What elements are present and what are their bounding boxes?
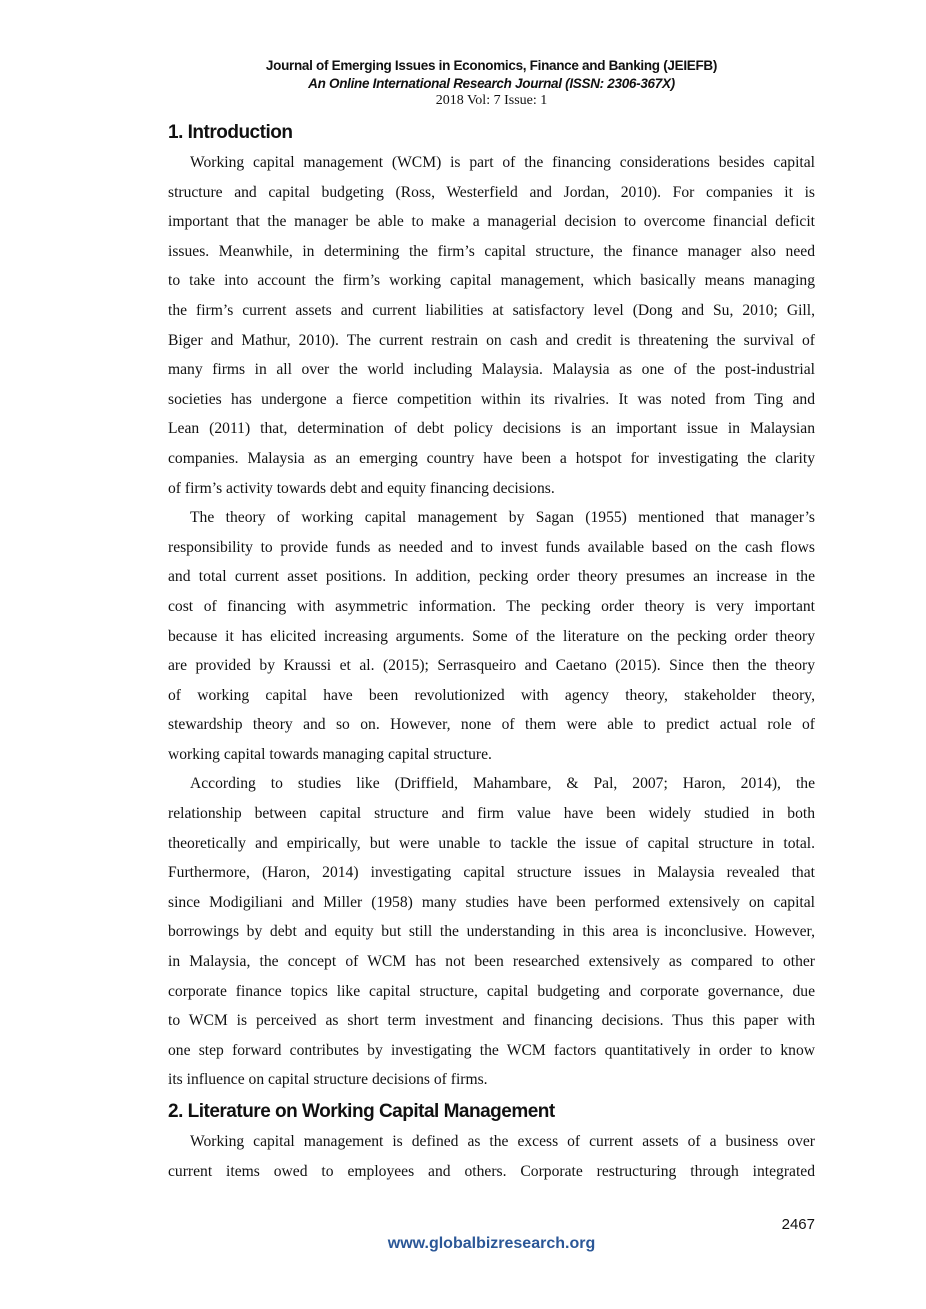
text-line: Biger and Mathur, 2010). The current restrain on cash and credit is threatening the survival of bbox=[168, 331, 815, 349]
text-line: Lean (2011) that, determination of debt policy decisions is an important issue in Malaysian bbox=[168, 420, 815, 438]
page-number: 2467 bbox=[781, 1216, 815, 1233]
section-heading: 2. Literature on Working Capital Management bbox=[168, 1101, 555, 1122]
text-line: important that the manager be able to make a managerial decision to overcome financial deficit bbox=[168, 213, 815, 231]
article-body bbox=[168, 118, 815, 1186]
text-line: companies. Malaysia as an emerging country have been a hotspot for investigating the clarity bbox=[168, 449, 815, 467]
text-line: working capital towards managing capital structure. bbox=[168, 745, 492, 763]
text-line: current items owed to employees and others. Corporate restructuring through integrated bbox=[168, 1162, 815, 1180]
text-line: The theory of working capital management by Sagan (1955) mentioned that manager’s bbox=[190, 509, 815, 527]
text-line: of firm’s activity towards debt and equity financing decisions. bbox=[168, 479, 555, 497]
text-line: responsibility to provide funds as needed and to invest funds available based on the cash flows bbox=[168, 538, 815, 556]
text-line: According to studies like (Driffield, Mahambare, & Pal, 2007; Haron, 2014), the bbox=[190, 775, 815, 793]
journal-title: Journal of Emerging Issues in Economics, Finance and Banking (JEIEFB) bbox=[265, 58, 718, 73]
text-line: because it has elicited increasing arguments. Some of the literature on the pecking order theory bbox=[168, 627, 815, 645]
text-line: issues. Meanwhile, in determining the firm’s capital structure, the finance manager also need bbox=[168, 242, 815, 260]
paragraph bbox=[168, 769, 815, 1095]
text-line: to take into account the firm’s working capital management, which basically means managing bbox=[168, 272, 815, 290]
text-line: cost of financing with asymmetric information. The pecking order theory is very important bbox=[168, 597, 815, 615]
text-line: and total current asset positions. In addition, pecking order theory presumes an increase in the bbox=[168, 568, 815, 586]
text-line: corporate finance topics like capital structure, capital budgeting and corporate governance, due bbox=[168, 982, 815, 1000]
text-line: in Malaysia, the concept of WCM has not been researched extensively as compared to other bbox=[168, 953, 815, 971]
text-line: are provided by Kraussi et al. (2015); Serrasqueiro and Caetano (2015). Since then the theory bbox=[168, 657, 815, 675]
text-line: of working capital have been revolutionized with agency theory, stakeholder theory, bbox=[168, 686, 815, 704]
text-line: to WCM is perceived as short term investment and financing decisions. Thus this paper with bbox=[168, 1012, 815, 1030]
text-line: since Modigiliani and Miller (1958) many studies have been performed extensively on capital bbox=[168, 893, 815, 911]
journal-subtitle: An Online International Research Journal (ISSN: 2306-367X) bbox=[308, 76, 675, 91]
text-line: Furthermore, (Haron, 2014) investigating capital structure issues in Malaysia revealed that bbox=[168, 864, 815, 882]
paragraph bbox=[168, 148, 815, 503]
text-line: many firms in all over the world including Malaysia. Malaysia as one of the post-industrial bbox=[168, 361, 815, 379]
paragraph bbox=[168, 1127, 815, 1186]
section-heading: 1. Introduction bbox=[168, 122, 293, 143]
text-line: Working capital management is defined as the excess of current assets of a business over bbox=[190, 1133, 815, 1150]
text-line: the firm’s current assets and current liabilities at satisfactory level (Dong and Su, 2010; Gill, bbox=[168, 301, 815, 319]
journal-issue: 2018 Vol: 7 Issue: 1 bbox=[435, 93, 548, 108]
text-line: relationship between capital structure and firm value have been widely studied in both bbox=[168, 805, 815, 823]
text-line: borrowings by debt and equity but still the understanding in this area is inconclusive. However, bbox=[168, 923, 815, 941]
text-line: Working capital management (WCM) is part of the financing considerations besides capital bbox=[190, 154, 815, 171]
footer-url[interactable]: www.globalbizresearch.org bbox=[387, 1235, 596, 1252]
text-line: theoretically and empirically, but were unable to tackle the issue of capital structure in total. bbox=[168, 834, 815, 852]
text-line: one step forward contributes by investigating the WCM factors quantitatively in order to know bbox=[168, 1041, 815, 1059]
text-line: its influence on capital structure decisions of firms. bbox=[168, 1071, 488, 1089]
paragraph bbox=[168, 503, 815, 769]
text-line: structure and capital budgeting (Ross, Westerfield and Jordan, 2010). For companies it is bbox=[168, 183, 815, 201]
text-line: societies has undergone a fierce competition within its rivalries. It was noted from Ting and bbox=[168, 390, 815, 408]
text-line: stewardship theory and so on. However, none of them were able to predict actual role of bbox=[168, 716, 815, 734]
